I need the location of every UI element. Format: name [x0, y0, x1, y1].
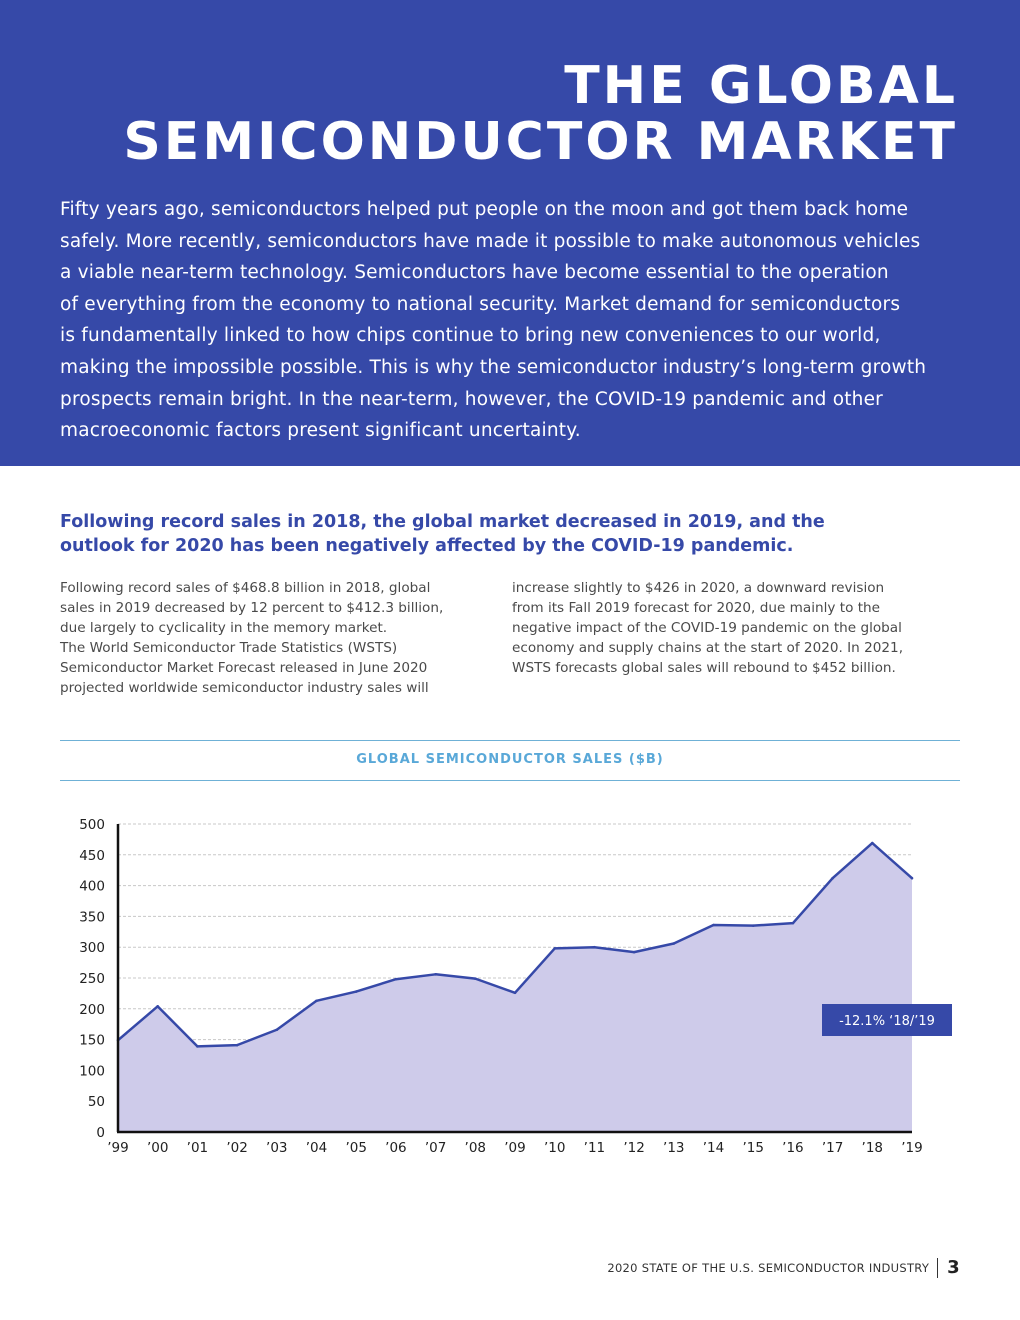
data-point — [355, 990, 358, 993]
x-tick-label: ’17 — [821, 1140, 844, 1156]
x-tick-label: ’13 — [663, 1140, 685, 1156]
x-tick-label: ’06 — [385, 1140, 407, 1156]
x-tick-label: ’05 — [345, 1140, 367, 1156]
x-tick-label: ’03 — [266, 1140, 288, 1156]
x-tick-label: ’04 — [305, 1140, 328, 1156]
data-point — [673, 942, 676, 945]
data-point — [752, 924, 755, 927]
x-tick-label: ’15 — [742, 1140, 764, 1156]
subhead-line: outlook for 2020 has been negatively affected by the COVID-19 pandemic. — [60, 536, 794, 556]
intro-line: prospects remain bright. In the near-term, however, the COVID-19 pandemic and other — [60, 388, 883, 410]
title-line: SEMICONDUCTOR MARKET — [123, 112, 958, 172]
data-point — [831, 877, 834, 880]
x-tick-label: ’16 — [782, 1140, 804, 1156]
data-point — [395, 978, 398, 981]
x-tick-label: ’11 — [583, 1140, 606, 1156]
body-line: from its Fall 2019 forecast for 2020, due mainly to the — [512, 600, 881, 616]
body-line: projected worldwide semiconductor industry sales will — [60, 680, 429, 696]
x-tick-label: ’00 — [146, 1140, 169, 1156]
page-footer — [607, 1257, 960, 1278]
data-point — [871, 842, 874, 845]
body-column-right — [512, 578, 952, 678]
intro-line: macroeconomic factors present significant uncertainty. — [60, 420, 581, 442]
data-point — [633, 951, 636, 954]
intro-line: safely. More recently, semiconductors have made it possible to make autonomous vehicles — [60, 230, 921, 252]
y-tick-label: 250 — [79, 971, 105, 987]
subhead-line: Following record sales in 2018, the global market decreased in 2019, and the — [60, 512, 825, 532]
data-point — [276, 1028, 279, 1031]
body-line: WSTS forecasts global sales will rebound to $452 billion. — [512, 660, 896, 676]
data-point — [712, 924, 715, 927]
y-tick-label: 150 — [79, 1032, 105, 1049]
chart-divider-bottom — [60, 780, 960, 781]
data-point — [514, 991, 517, 994]
x-tick-label: ’07 — [424, 1140, 447, 1156]
data-point — [236, 1044, 239, 1047]
y-tick-label: 500 — [79, 817, 105, 833]
x-tick-label: ’99 — [107, 1140, 129, 1156]
x-tick-label: ’19 — [901, 1140, 923, 1156]
sales-area-fill — [118, 843, 912, 1132]
page-number: 3 — [947, 1257, 960, 1278]
intro-line: of everything from the economy to national security. Market demand for semiconductors — [60, 293, 901, 315]
x-tick-label: ’01 — [186, 1140, 209, 1156]
body-line: increase slightly to $426 in 2020, a downward revision — [512, 580, 885, 596]
body-column-left — [60, 578, 500, 698]
title-line: THE GLOBAL — [564, 56, 958, 116]
sales-area-chart — [0, 800, 1020, 1180]
body-line: sales in 2019 decreased by 12 percent to $412.3 billion, — [60, 600, 444, 616]
body-line: Semiconductor Market Forecast released in June 2020 — [60, 660, 428, 676]
chart-divider-top — [60, 740, 960, 741]
x-tick-label: ’14 — [702, 1140, 725, 1156]
body-line: due largely to cyclicality in the memory market. — [60, 620, 388, 636]
intro-line: is fundamentally linked to how chips continue to bring new conveniences to our world, — [60, 325, 881, 347]
y-tick-label: 350 — [79, 909, 105, 926]
data-point — [593, 946, 596, 949]
section-subheading — [60, 510, 940, 558]
body-line: economy and supply chains at the start of 2020. In 2021, — [512, 640, 904, 656]
body-line: negative impact of the COVID-19 pandemic on the global — [512, 620, 902, 636]
x-tick-label: ’12 — [623, 1140, 645, 1156]
page-title — [123, 58, 958, 170]
body-line: The World Semiconductor Trade Statistics (WSTS) — [60, 640, 398, 656]
x-tick-label: ’02 — [226, 1140, 248, 1156]
data-point — [911, 877, 914, 880]
intro-line: making the impossible possible. This is why the semiconductor industry’s long-term growth — [60, 356, 927, 378]
y-tick-label: 450 — [79, 847, 105, 864]
intro-line: a viable near-term technology. Semiconductors have become essential to the operation — [60, 262, 889, 284]
intro-paragraph — [60, 194, 960, 447]
data-point — [474, 977, 477, 980]
footer-divider — [937, 1258, 938, 1278]
x-tick-label: ’09 — [504, 1140, 526, 1156]
annotation-label: -12.1% ‘18/’19 — [839, 1014, 935, 1029]
y-tick-label: 0 — [96, 1125, 105, 1141]
y-tick-label: 50 — [87, 1094, 105, 1111]
x-tick-label: ’10 — [543, 1140, 566, 1156]
data-point — [315, 999, 318, 1002]
x-tick-label: ’18 — [861, 1140, 884, 1156]
footer-text: 2020 STATE OF THE U.S. SEMICONDUCTOR INDUSTRY — [607, 1260, 930, 1275]
data-point — [434, 973, 437, 976]
y-tick-label: 200 — [79, 1001, 105, 1018]
x-tick-label: ’08 — [464, 1140, 487, 1156]
data-point — [156, 1005, 159, 1008]
chart-title: GLOBAL SEMICONDUCTOR SALES ($B) — [356, 752, 664, 767]
y-tick-label: 300 — [79, 940, 105, 957]
data-point — [196, 1045, 199, 1048]
data-point — [553, 947, 556, 950]
hero-banner — [0, 0, 1020, 466]
intro-line: Fifty years ago, semiconductors helped put people on the moon and got them back home — [60, 199, 909, 220]
y-tick-label: 100 — [79, 1063, 105, 1080]
body-line: Following record sales of $468.8 billion in 2018, global — [60, 580, 431, 596]
data-point — [792, 922, 795, 925]
y-tick-label: 400 — [79, 878, 105, 895]
